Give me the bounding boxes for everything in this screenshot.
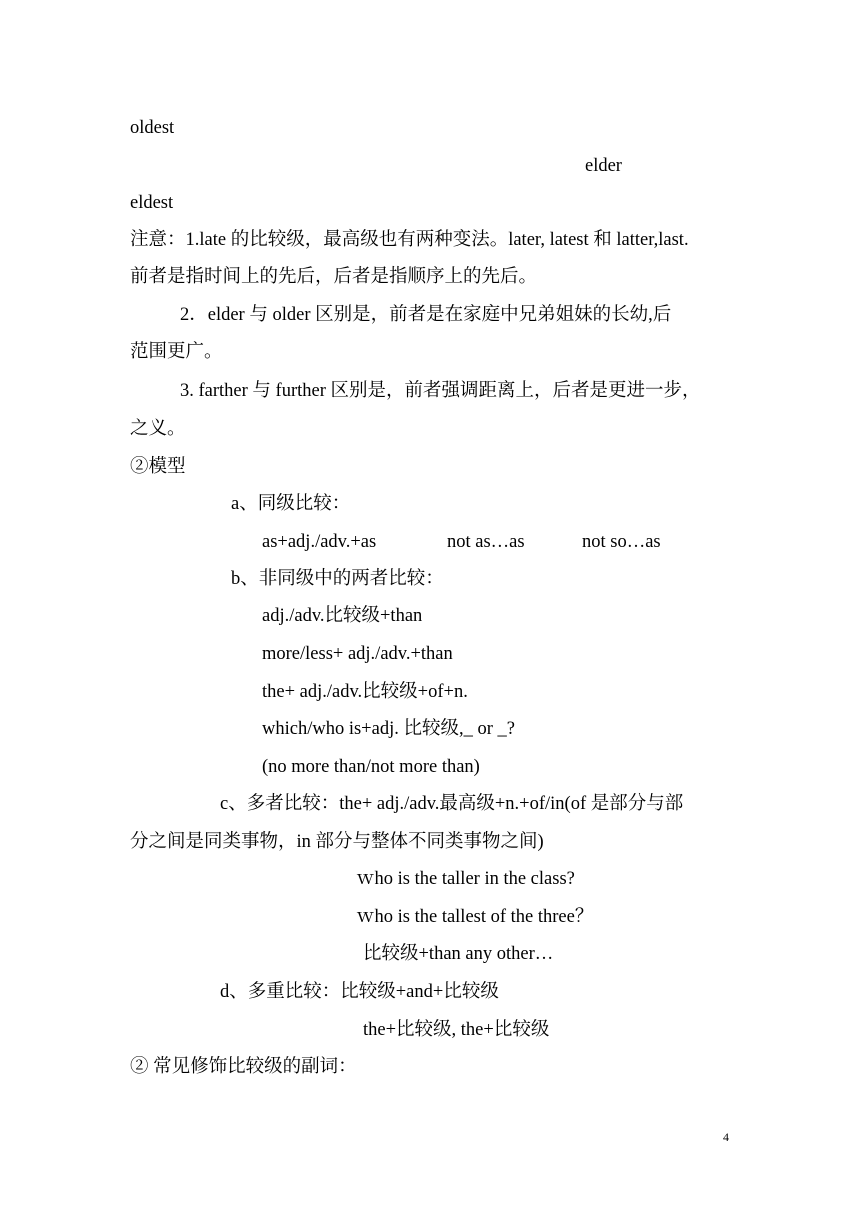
page-number: 4: [723, 1130, 729, 1144]
section-a-item-3: not so…as: [582, 532, 661, 552]
text-elder: elder: [585, 156, 622, 176]
section-b-item-2: more/less+ adj./adv.+than: [262, 644, 453, 664]
note-3-continued: 之义。: [130, 419, 186, 439]
section-c-example-3: 比较级+than any other…: [363, 944, 554, 964]
section-a-item-1: as+adj./adv.+as: [262, 532, 377, 552]
text-eldest: eldest: [130, 193, 174, 213]
note-1-continued: 前者是指时间上的先后，后者是指顺序上的先后。: [130, 267, 538, 287]
section-b-item-1: adj./adv.比较级+than: [262, 606, 423, 626]
section-a-item-2: not as…as: [447, 532, 525, 552]
section-c-example-1: ｗho is the taller in the class?: [356, 869, 575, 889]
section-c-heading: c、多者比较：the+ adj./adv.最高级+n.+of/in(of 是部分与部: [220, 794, 684, 814]
section-b-item-4: which/who is+adj. 比较级,_ or _?: [262, 719, 515, 739]
section-c-example-2: ｗho is the tallest of the three？: [356, 907, 594, 927]
note-1: 注意：1.late 的比较级，最高级也有两种变法。later, latest 和 latter,last.: [130, 230, 689, 250]
section-b-heading: b、非同级中的两者比较：: [231, 569, 444, 589]
section-d-heading: d、多重比较：比较级+and+比较级: [220, 982, 499, 1002]
note-2: 2．elder 与 older 区别是，前者是在家庭中兄弟姐妹的长幼,后: [180, 305, 672, 325]
note-3: 3. farther 与 further 区别是，前者强调距离上，后者是更进一步，: [180, 381, 701, 401]
text-oldest: oldest: [130, 118, 175, 138]
section-a-heading: a、同级比较：: [231, 494, 351, 514]
section-b-item-5: (no more than/not more than): [262, 757, 480, 777]
note-2-continued: 范围更广。: [130, 342, 223, 362]
adverbs-heading: ② 常见修饰比较级的副词：: [130, 1057, 357, 1077]
section-b-item-3: the+ adj./adv.比较级+of+n.: [262, 682, 468, 702]
model-heading: ②模型: [130, 457, 186, 477]
section-d-item-1: the+比较级, the+比较级: [363, 1020, 550, 1040]
section-c-heading-continued: 分之间是同类事物，in 部分与整体不同类事物之间): [130, 832, 544, 852]
